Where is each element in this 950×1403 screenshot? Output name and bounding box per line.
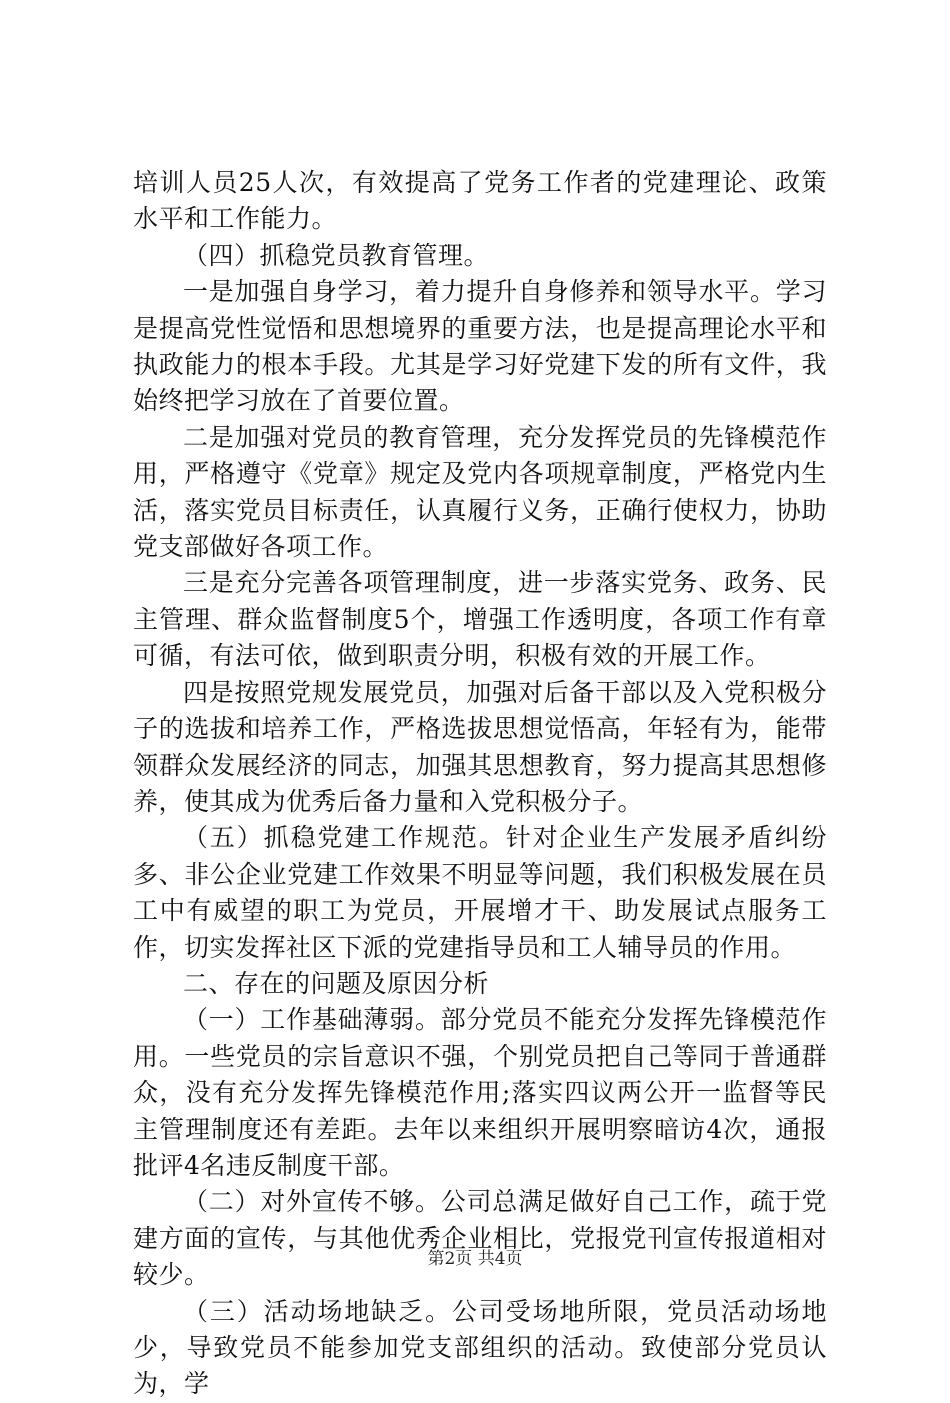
paragraph-10: （二）对外宣传不够。公司总满足做好自己工作，疏于党建方面的宣传，与其他优秀企业相比，党报党刊宣传报道相对较少。	[133, 1187, 827, 1290]
paragraph-11: （三）活动场地缺乏。公司受场地所限，党员活动场地少，导致党员不能参加党支部组织的活动。致使部分党员认为，学	[133, 1296, 827, 1399]
paragraph-9: （一）工作基础薄弱。部分党员不能充分发挥先锋模范作用。一些党员的宗旨意识不强，个别党员把自己等同于普通群众，没有充分发挥先锋模范作用;落实四议两公开一监督等民主管理制度还有差距。去年以来组织开展明察暗访4次，通报批评4名违反制度干部。	[133, 1005, 827, 1180]
page-number-footer: 第2页 共4页	[427, 1249, 523, 1269]
paragraph-5: 三是充分完善各项管理制度，进一步落实党务、政务、民主管理、群众监督制度5个，增强工作透明度，各项工作有章可循，有法可依，做到职责分明，积极有效的开展工作。	[133, 568, 827, 671]
paragraph-1: 培训人员25人次，有效提高了党务工作者的党建理论、政策水平和工作能力。	[133, 168, 827, 234]
document-body	[133, 165, 827, 1403]
section-heading-2: 二、存在的问题及原因分析	[183, 968, 490, 998]
paragraph-6: 四是按照党规发展党员，加强对后备干部以及入党积极分子的选拔和培养工作，严格选拔思想觉悟高，年轻有为，能带领群众发展经济的同志，加强其思想教育，努力提高其思想修养，使其成为优秀后备力量和入党积极分子。	[133, 677, 827, 816]
paragraph-4: 二是加强对党员的教育管理，充分发挥党员的先锋模范作用，严格遵守《党章》规定及党内各项规章制度，严格党内生活，落实党员目标责任，认真履行义务，正确行使权力，协助党支部做好各项工作。	[133, 422, 827, 562]
paragraph-7: （五）抓稳党建工作规范。针对企业生产发展矛盾纠纷多、非公企业党建工作效果不明显等问题，我们积极发展在员工中有威望的职工为党员，开展增才干、助发展试点服务工作，切实发挥社区下派的党建指导员和工人辅导员的作用。	[133, 823, 827, 962]
section-heading-4: （四）抓稳党员教育管理。	[183, 240, 490, 270]
paragraph-3: 一是加强自身学习，着力提升自身修养和领导水平。学习是提高党性觉悟和思想境界的重要方法，也是提高理论水平和执政能力的根本手段。尤其是学习好党建下发的所有文件，我始终把学习放在了首要位置。	[133, 277, 827, 416]
